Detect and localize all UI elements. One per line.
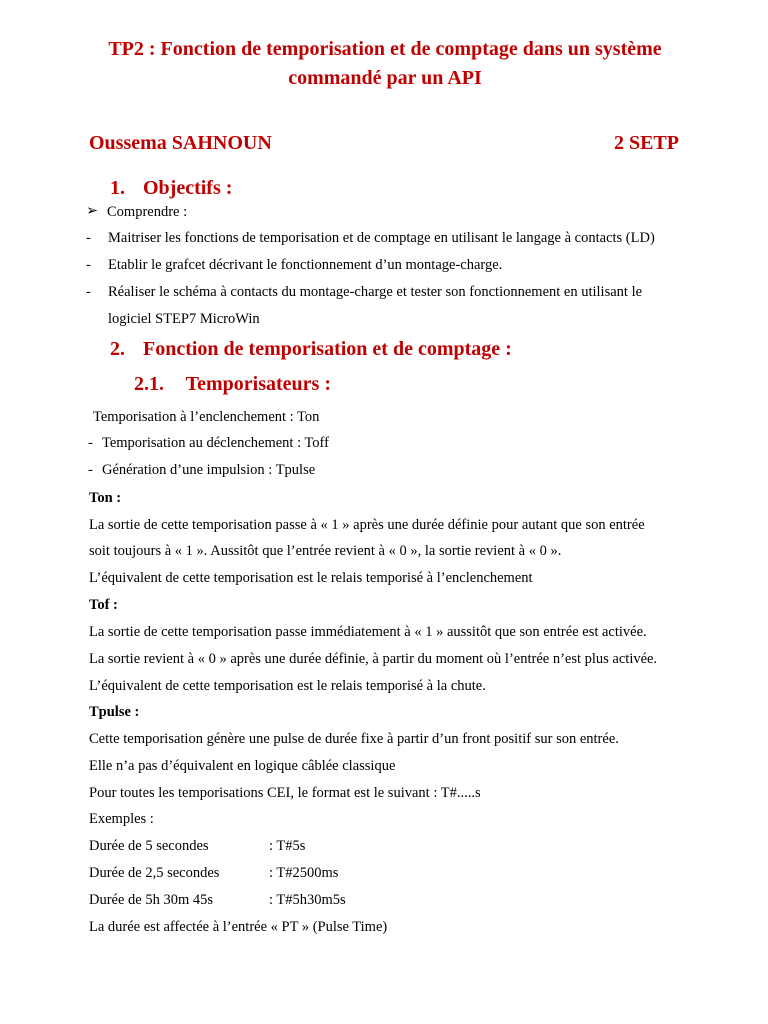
example-row-3 (89, 891, 346, 909)
example-value-1: : T#5s (269, 838, 306, 854)
title-line-2: commandé par un API (288, 67, 482, 89)
timer-type-toff: - Temporisation au déclenchement : Toff (88, 435, 329, 451)
example-label-3: Durée de 5h 30m 45s (89, 892, 214, 908)
author-row (89, 132, 679, 155)
section1-title: Objectifs : (143, 177, 233, 199)
tof-line-1: La sortie de cette temporisation passe immédiatement à « 1 » aussitôt que son entrée est activée. (89, 624, 647, 640)
timer-type-toff-text: Temporisation au déclenchement : Toff (102, 435, 329, 451)
ton-line-3: L’équivalent de cette temporisation est le relais temporisé à l’enclenchement (89, 570, 533, 586)
objective-item-3-continued: logiciel STEP7 MicroWin (108, 311, 260, 327)
section1-heading (110, 177, 232, 200)
subsection-number: 2.1. (134, 373, 164, 395)
example-value-2: : T#2500ms (269, 865, 339, 881)
example-row-1 (89, 837, 305, 855)
example-label-2: Durée de 2,5 secondes (89, 865, 220, 881)
example-row-2 (89, 864, 338, 882)
section1-number: 1. (110, 177, 125, 199)
section2-heading (110, 338, 512, 361)
ton-line-1: La sortie de cette temporisation passe à « 1 » après une durée définie pour autant que son entrée (89, 517, 645, 533)
section2-number: 2. (110, 338, 125, 360)
tpulse-line-2: Elle n’a pas d’équivalent en logique câblée classique (89, 758, 396, 774)
subsection-title: Temporisateurs : (185, 373, 332, 395)
tof-label: Tof : (89, 597, 118, 613)
objective-text-2: Etablir le grafcet décrivant le fonctionnement d’un montage-charge. (108, 257, 503, 273)
document-title (80, 35, 690, 93)
tof-line-2: La sortie revient à « 0 » après une durée définie, à partir du moment où l’entrée n’est plus activée. (89, 651, 658, 667)
example-value-3: : T#5h30m5s (269, 892, 346, 908)
ton-line-2: soit toujours à « 1 ». Aussitôt que l’entrée revient à « 0 », la sortie revient à « 0 ». (89, 543, 562, 559)
bullet-comprendre: Comprendre : (107, 204, 188, 220)
timer-type-ton: Temporisation à l’enclenchement : Ton (93, 409, 320, 425)
closing-line: La durée est affectée à l’entrée « PT » (Pulse Time) (89, 919, 388, 935)
tof-line-3: L’équivalent de cette temporisation est le relais temporisé à la chute. (89, 678, 486, 694)
example-label-1: Durée de 5 secondes (89, 838, 209, 854)
tpulse-label: Tpulse : (89, 704, 140, 720)
timer-type-tpulse: - Génération d’une impulsion : Tpulse (88, 462, 316, 478)
arrow-bullet-icon: ➢ (86, 203, 99, 219)
tpulse-line-3: Pour toutes les temporisations CEI, le format est le suivant : T#.....s (89, 785, 481, 801)
subsection-heading (134, 373, 331, 396)
examples-label: Exemples : (89, 811, 154, 827)
class-name: 2 SETP (613, 132, 679, 154)
section2-title: Fonction de temporisation et de comptage : (143, 338, 512, 360)
objective-item-3: - Réaliser le schéma à contacts du montage-charge et tester son fonctionnement en utilisant le (86, 284, 643, 300)
ton-label: Ton : (89, 490, 122, 506)
objective-item-2: - Etablir le grafcet décrivant le fonctionnement d’un montage-charge. (86, 257, 503, 273)
objective-text-1: Maitriser les fonctions de temporisation et de comptage en utilisant le langage à contacts (LD) (108, 230, 655, 246)
objective-item-1: - Maitriser les fonctions de temporisation et de comptage en utilisant le langage à contacts (LD) (86, 230, 655, 246)
title-line-1: TP2 : Fonction de temporisation et de comptage dans un système (108, 38, 662, 60)
tpulse-line-1: Cette temporisation génère une pulse de durée fixe à partir d’un front positif sur son entrée. (89, 731, 619, 747)
timer-type-tpulse-text: Génération d’une impulsion : Tpulse (102, 462, 316, 478)
objective-text-3: Réaliser le schéma à contacts du montage-charge et tester son fonctionnement en utilisant le (108, 284, 643, 300)
author-name: Oussema SAHNOUN (89, 132, 272, 154)
